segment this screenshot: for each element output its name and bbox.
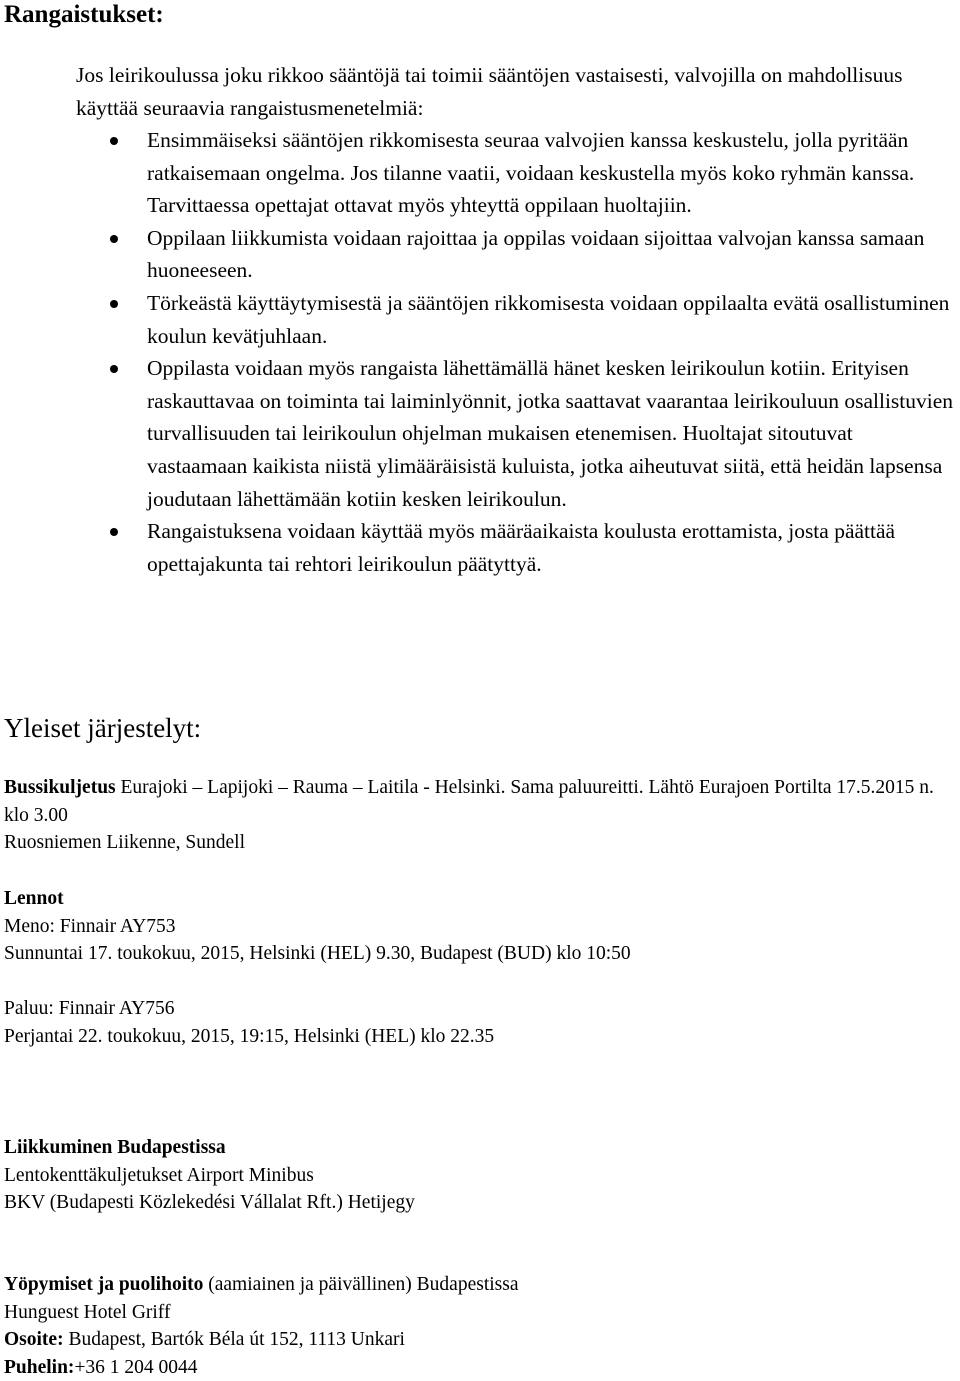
hotel-phone: +36 1 204 0044 — [74, 1356, 198, 1378]
return-flight: Paluu: Finnair AY756 — [4, 998, 175, 1019]
bullet-icon — [110, 137, 118, 145]
rangaistukset-intro: Jos leirikoulussa joku rikkoo sääntöjä tai toimii sääntöjen vastaisesti, valvojilla on mahdollisuus käyttää seuraavia rangaistusmenetelmiä: — [76, 63, 903, 120]
phone-label: Puhelin: — [4, 1356, 75, 1378]
bkv-ticket: BKV (Budapesti Közlekedési Vállalat Rft.) Hetijegy — [4, 1192, 415, 1213]
accommodation-label: Yöpymiset ja puolihoito — [4, 1274, 204, 1295]
list-item-text: Ensimmäiseksi sääntöjen rikkomisesta seuraa valvojien kanssa keskustelu, jolla pyritään ratkaisemaan ongelma. Jos tilanne vaatii, voidaan keskustella myös koko ryhmän kanssa. Tarvittaessa opettajat ottavat myös yhteyttä oppilaan huoltajiin. — [147, 128, 915, 218]
transport-label: Liikkuminen Budapestissa — [4, 1137, 226, 1158]
airport-transfer: Lentokenttäkuljetukset Airport Minibus — [4, 1164, 314, 1186]
flights-label: Lennot — [4, 888, 64, 909]
list-item — [0, 352, 960, 515]
bus-label: Bussikuljetus — [4, 777, 116, 798]
list-item — [0, 515, 960, 580]
bullet-icon — [110, 235, 118, 243]
bullet-icon — [110, 528, 118, 536]
list-item-text: Törkeästä käyttäytymisestä ja sääntöjen rikkomisesta voidaan oppilaalta evätä osallistuminen koulun kevätjuhlaan. — [147, 290, 950, 348]
list-item-text: Oppilaan liikkumista voidaan rajoittaa ja oppilas voidaan sijoittaa valvojan kanssa samaan huoneeseen. — [147, 225, 925, 283]
list-item — [0, 124, 960, 222]
bullet-icon — [110, 300, 118, 308]
hotel-address: Budapest, Bartók Béla út 152, 1113 Unkari — [63, 1329, 405, 1350]
spacer — [4, 968, 960, 996]
yleiset-jarjestelyt-heading: Yleiset järjestelyt: — [4, 713, 202, 743]
list-item-text: Oppilasta voidaan myös rangaista lähettämällä hänet kesken leirikoulun kotiin. Erityisen raskauttavaa on toiminta tai laiminlyönnit, jotka saattavat vaarantaa leirikouluun osallistuvien turvallisuuden tai leirikoulun ohjelman mukaisen etenemisen. Huoltajat sitoutuvat vastaamaan kaikista niistä ylimääräisistä kuluista, jotka aiheutuvat siitä, että heidän lapsensa joudutaan lähettämään kotiin kesken leirikoulun. — [147, 356, 954, 511]
bus-section — [4, 774, 960, 857]
bus-company: Ruosniemen Liikenne, Sundell — [4, 832, 246, 853]
transport-section — [4, 1134, 960, 1217]
rangaistukset-heading: Rangaistukset: — [4, 1, 164, 28]
accommodation-label-rest: (aamiainen ja päivällinen) Budapestissa — [203, 1274, 519, 1295]
bullet-icon — [110, 365, 118, 373]
list-item-text: Rangaistuksena voidaan käyttää myös määräaikaista koulusta erottamista, josta päättää opettajakunta tai rehtori leirikoulun päätyttyä. — [147, 519, 896, 576]
outbound-flight: Meno: Finnair AY753 — [4, 915, 176, 937]
list-item — [0, 287, 960, 352]
accommodation-section — [4, 1271, 960, 1381]
bus-route-text: Eurajoki – Lapijoki – Rauma – Laitila - Helsinki. Sama paluureitti. Lähtö Eurajoen Portilta 17.5.2015 n. klo 3.00 — [4, 777, 934, 826]
flights-section — [4, 885, 960, 1050]
outbound-details: Sunnuntai 17. toukokuu, 2015, Helsinki (HEL) 9.30, Budapest (BUD) klo 10:50 — [4, 943, 631, 964]
return-details: Perjantai 22. toukokuu, 2015, 19:15, Helsinki (HEL) klo 22.35 — [4, 1025, 495, 1047]
list-item — [0, 222, 960, 287]
rangaistukset-list — [0, 124, 960, 580]
bus-paragraph — [4, 774, 960, 829]
address-label: Osoite: — [4, 1329, 64, 1350]
hotel-name: Hunguest Hotel Griff — [4, 1301, 171, 1323]
